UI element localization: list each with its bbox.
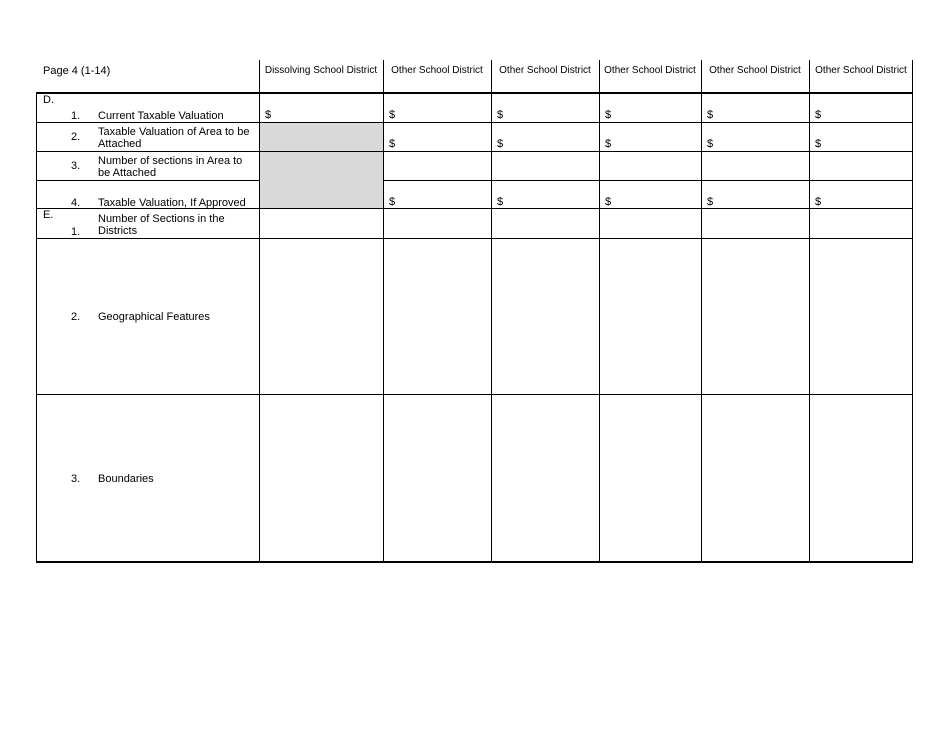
column-header-other-3: Other School District bbox=[604, 65, 696, 76]
row-num-e1: 1. bbox=[71, 226, 81, 238]
rule-e2-bottom bbox=[36, 394, 913, 395]
row-num-d1: 1. bbox=[71, 110, 81, 122]
row-num-e2: 2. bbox=[71, 311, 81, 323]
section-letter-d: D. bbox=[43, 94, 54, 106]
row-num-d2: 2. bbox=[71, 131, 81, 143]
district-comparison-form bbox=[36, 60, 913, 563]
row-label-d1: Current Taxable Valuation bbox=[98, 110, 224, 122]
currency-d1-other-1[interactable]: $ bbox=[389, 109, 396, 121]
row-label-e3: Boundaries bbox=[98, 473, 154, 485]
row-num-d3: 3. bbox=[71, 160, 81, 172]
currency-d2-other-4[interactable]: $ bbox=[707, 138, 714, 150]
shaded-cell-d3 bbox=[260, 152, 383, 208]
row-label-e1: Number of Sections in the Districts bbox=[98, 213, 225, 237]
currency-d1-other-4[interactable]: $ bbox=[707, 109, 714, 121]
currency-d4-other-1[interactable]: $ bbox=[389, 196, 396, 208]
rule-col-3 bbox=[491, 60, 492, 563]
section-letter-e: E. bbox=[43, 209, 54, 221]
currency-d1-other-5[interactable]: $ bbox=[815, 109, 822, 121]
rule-right-edge bbox=[912, 60, 913, 563]
currency-d2-other-3[interactable]: $ bbox=[605, 138, 612, 150]
rule-col-5 bbox=[701, 60, 702, 563]
currency-d4-other-5[interactable]: $ bbox=[815, 196, 822, 208]
currency-d2-other-2[interactable]: $ bbox=[497, 138, 504, 150]
column-header-other-2: Other School District bbox=[499, 65, 591, 76]
column-header-dissolving: Dissolving School District bbox=[264, 65, 378, 76]
page-label: Page 4 (1-14) bbox=[43, 65, 111, 77]
rule-d1-bottom bbox=[36, 122, 913, 123]
rule-d3-bottom-left bbox=[36, 180, 260, 181]
row-label-d4: Taxable Valuation, If Approved bbox=[98, 197, 246, 209]
row-label-d3: Number of sections in Area to be Attached bbox=[98, 155, 243, 179]
currency-d2-other-1[interactable]: $ bbox=[389, 138, 396, 150]
rule-e1-bottom bbox=[36, 238, 913, 239]
currency-d4-other-2[interactable]: $ bbox=[497, 196, 504, 208]
rule-col-4 bbox=[599, 60, 600, 563]
currency-d4-other-4[interactable]: $ bbox=[707, 196, 714, 208]
rule-col-1 bbox=[259, 60, 260, 563]
currency-d1-other-3[interactable]: $ bbox=[605, 109, 612, 121]
row-label-e2: Geographical Features bbox=[98, 311, 210, 323]
row-num-d4: 4. bbox=[71, 197, 81, 209]
shaded-cell-d2 bbox=[260, 123, 383, 151]
rule-d2-bottom bbox=[36, 151, 913, 152]
currency-d1-dissolving[interactable]: $ bbox=[265, 109, 272, 121]
currency-d1-other-2[interactable]: $ bbox=[497, 109, 504, 121]
currency-d2-other-5[interactable]: $ bbox=[815, 138, 822, 150]
column-header-other-4: Other School District bbox=[709, 65, 801, 76]
rule-col-6 bbox=[809, 60, 810, 563]
rule-left-edge bbox=[36, 92, 37, 563]
rule-header-bottom bbox=[36, 92, 913, 94]
rule-d3-bottom bbox=[383, 180, 913, 181]
rule-col-2 bbox=[383, 60, 384, 563]
row-label-d2: Taxable Valuation of Area to be Attached bbox=[98, 126, 250, 150]
row-num-e3: 3. bbox=[71, 473, 81, 485]
column-header-other-1: Other School District bbox=[391, 65, 483, 76]
rule-form-bottom bbox=[36, 561, 913, 563]
currency-d4-other-3[interactable]: $ bbox=[605, 196, 612, 208]
column-header-other-5: Other School District bbox=[815, 65, 907, 76]
